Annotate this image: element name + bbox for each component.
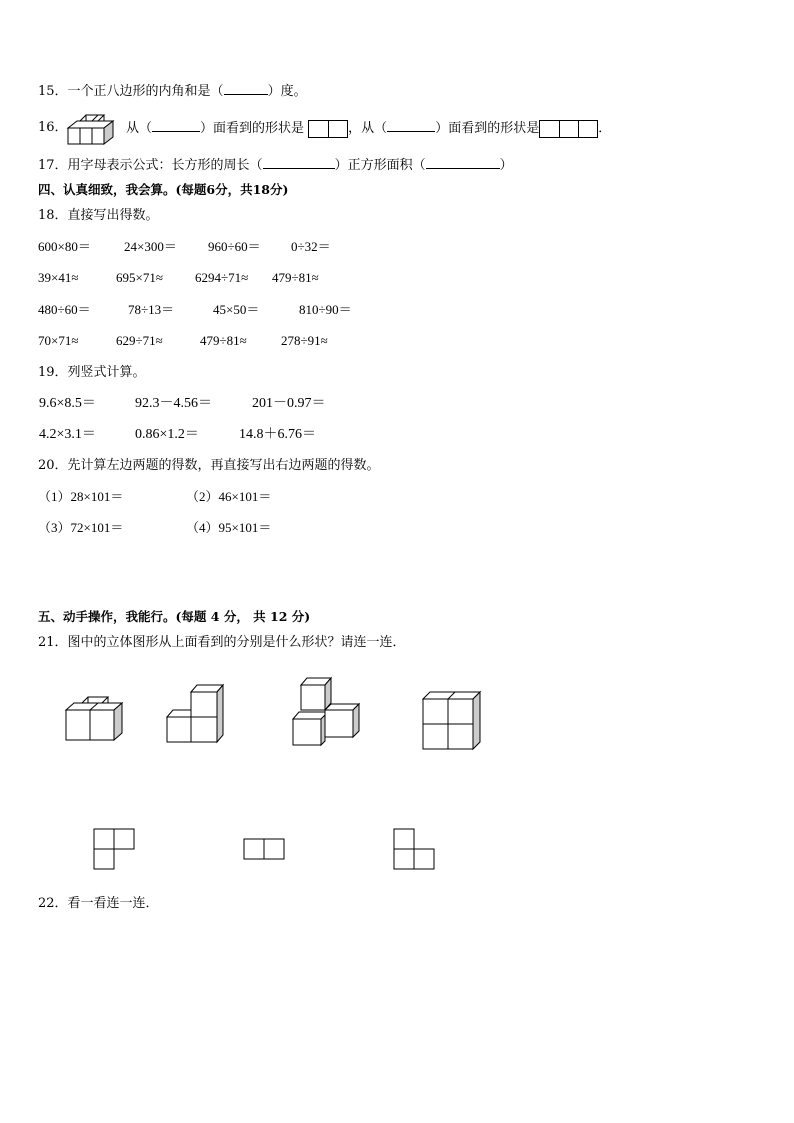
q18-r3-c2: 479÷81≈ <box>200 333 247 348</box>
q18-r2-c3: 810÷90＝ <box>299 302 352 317</box>
q16-mid-1: ）面看到的形状是 <box>200 121 305 136</box>
section-4-title: 四、认真细致，我会算。(每题6分，共18分) <box>38 182 289 197</box>
q20-item-3: （3）72×101＝ <box>38 520 124 535</box>
q16-shape-two-squares <box>308 120 348 138</box>
q16-solid-figure <box>66 110 126 146</box>
q16-shape-three-squares <box>539 120 598 138</box>
q16-answer-blank-1[interactable] <box>152 119 200 132</box>
q21-top-view-shape-3 <box>393 828 437 872</box>
q20-item-1: （1）28×101＝ <box>38 489 124 504</box>
q16-from-1: 从（ <box>126 121 153 136</box>
q18-r2-c1: 78÷13＝ <box>128 302 175 317</box>
q18-r0-c0: 600×80＝ <box>38 239 91 254</box>
q17-mid: ）正方形面积（ <box>334 158 426 173</box>
q21-solid-figure-2 <box>165 683 227 745</box>
q21-top-view-shape-1 <box>93 828 137 872</box>
q19-r0-c1: 92.3－4.56＝ <box>135 396 212 411</box>
q18-r1-c1: 695×71≈ <box>116 270 163 285</box>
q20-title: 20．先计算左边两题的得数，再直接写出右边两题的得数。 <box>38 458 380 473</box>
section-5-title: 五、动手操作，我能行。(每题 4 分， 共 12 分) <box>38 609 311 624</box>
q16-answer-blank-2[interactable] <box>387 119 435 132</box>
q18-r0-c3: 0÷32＝ <box>291 239 331 254</box>
q15-answer-blank[interactable] <box>224 82 268 95</box>
q18-r2-c0: 480÷60＝ <box>38 302 91 317</box>
q17-number: 17． <box>38 158 68 173</box>
q21-solid-figure-1 <box>64 696 126 742</box>
q19-r0-c0: 9.6×8.5＝ <box>39 396 96 411</box>
q18-r0-c1: 24×300＝ <box>124 239 177 254</box>
q18-r1-c2: 6294÷71≈ <box>195 270 249 285</box>
q16-end: ． <box>598 121 612 136</box>
q15-tail: ）度。 <box>267 84 307 99</box>
q21-top-view-shape-2 <box>243 838 287 862</box>
q19-r1-c0: 4.2×3.1＝ <box>39 427 96 442</box>
q16-mid-2: ）面看到的形状是 <box>435 121 540 136</box>
q18-r1-c3: 479÷81≈ <box>272 270 319 285</box>
q19-r1-c2: 14.8＋6.76＝ <box>239 427 316 442</box>
q17-end: ） <box>499 158 513 173</box>
q18-title: 18．直接写出得数。 <box>38 208 159 223</box>
q18-r2-c2: 45×50＝ <box>213 302 260 317</box>
q18-r3-c0: 70×71≈ <box>38 333 79 348</box>
q19-r1-c1: 0.86×1.2＝ <box>135 427 199 442</box>
q16-number: 16． <box>38 120 68 135</box>
q18-r1-c0: 39×41≈ <box>38 270 79 285</box>
q17-answer-blank-2[interactable] <box>426 156 500 169</box>
q19-r0-c2: 201－0.97＝ <box>252 396 326 411</box>
question-16-body <box>126 119 611 138</box>
q17-text: 用字母表示公式：长方形的周长（ <box>67 158 263 173</box>
q22-title: 22．看一看连一连． <box>38 896 159 911</box>
q18-r3-c3: 278÷91≈ <box>281 333 328 348</box>
q19-title: 19．列竖式计算。 <box>38 365 146 380</box>
q20-item-2: （2）46×101＝ <box>186 489 272 504</box>
q21-title: 21．图中的立体图形从上面看到的分别是什么形状？请连一连． <box>38 635 406 650</box>
question-15 <box>38 82 307 101</box>
q21-solid-figure-3 <box>291 677 363 747</box>
question-17 <box>38 156 513 175</box>
q21-solid-figure-4 <box>421 690 483 752</box>
q15-text: 一个正八边形的内角和是（ <box>67 84 224 99</box>
q16-from-2: ，从（ <box>348 121 388 136</box>
question-16 <box>38 119 68 137</box>
q17-answer-blank-1[interactable] <box>263 156 335 169</box>
q18-r3-c1: 629÷71≈ <box>116 333 163 348</box>
q18-r0-c2: 960÷60＝ <box>208 239 261 254</box>
q15-number: 15． <box>38 84 68 99</box>
q20-item-4: （4）95×101＝ <box>186 520 272 535</box>
